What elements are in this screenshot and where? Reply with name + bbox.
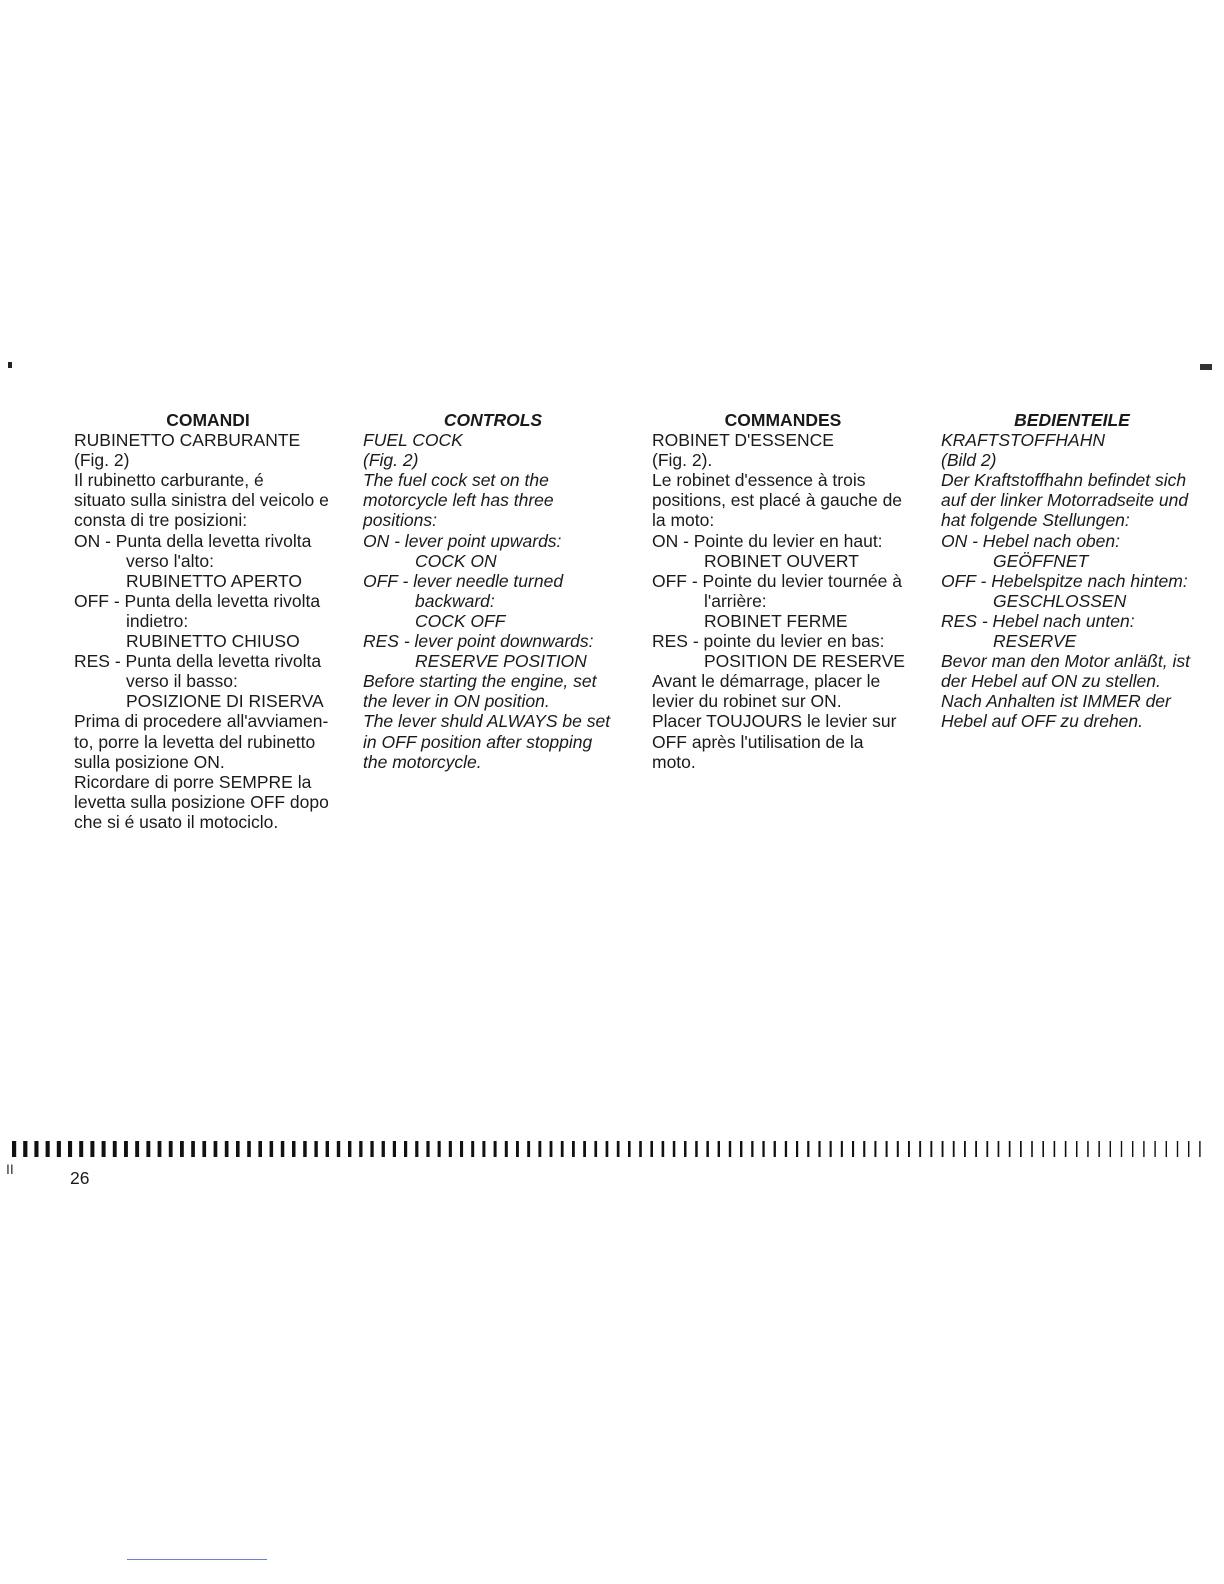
tick-mark xyxy=(471,1141,474,1157)
text-line: indietro: xyxy=(126,610,189,631)
tick-mark xyxy=(113,1141,117,1157)
text-line: Der Kraftstoffhahn befindet sich xyxy=(941,470,1187,491)
tick-mark xyxy=(975,1141,977,1157)
tick-mark xyxy=(695,1141,698,1157)
tick-mark xyxy=(919,1141,921,1157)
tick-mark xyxy=(1154,1141,1155,1157)
text-line: positions, est placé à gauche de xyxy=(652,490,903,511)
lines-french xyxy=(652,430,914,772)
tick-mark xyxy=(370,1141,373,1157)
text-line: the motorcycle. xyxy=(363,751,482,772)
column-french xyxy=(652,410,914,772)
text-line: RESERVE xyxy=(993,631,1077,652)
tick-mark xyxy=(1076,1141,1078,1157)
tick-mark xyxy=(1065,1141,1067,1157)
text-line: GEÖFFNET xyxy=(993,550,1089,571)
text-line: Before starting the engine, set xyxy=(363,671,597,692)
heading-english: CONTROLS xyxy=(443,410,543,430)
tick-mark xyxy=(785,1141,787,1157)
text-line: positions: xyxy=(363,510,437,531)
text-line: Le robinet d'essence à trois xyxy=(652,470,866,491)
text-line: ON - Hebel nach oben: xyxy=(941,530,1120,551)
tick-mark xyxy=(774,1141,776,1157)
text-line: the lever in ON position. xyxy=(363,691,550,712)
text-line: ON - Pointe du levier en haut: xyxy=(652,530,883,551)
tick-mark xyxy=(662,1141,665,1157)
text-line: motorcycle left has three xyxy=(363,490,554,511)
tick-ruler xyxy=(10,1141,1206,1157)
text-line: Ricordare di porre SEMPRE la xyxy=(74,771,312,792)
text-line: in OFF position after stopping xyxy=(363,731,593,752)
tick-mark xyxy=(1110,1141,1111,1157)
tick-mark xyxy=(460,1141,463,1157)
tick-mark xyxy=(146,1141,150,1157)
text-line: (Fig. 2). xyxy=(652,450,713,471)
page-number: 26 xyxy=(70,1168,90,1188)
text-line: Nach Anhalten ist IMMER der xyxy=(941,691,1171,712)
tick-mark xyxy=(908,1141,910,1157)
text-line: OFF - Hebelspitze nach hintem: xyxy=(941,570,1188,591)
tick-mark xyxy=(796,1141,798,1157)
tick-mark xyxy=(863,1141,865,1157)
tick-mark xyxy=(897,1141,899,1157)
tick-mark xyxy=(1054,1141,1056,1157)
tick-mark xyxy=(594,1141,597,1157)
tick-mark xyxy=(494,1141,497,1157)
tick-mark xyxy=(326,1141,329,1157)
tick-mark xyxy=(639,1141,642,1157)
tick-mark xyxy=(426,1141,429,1157)
tick-mark xyxy=(550,1141,553,1157)
text-line: situato sulla sinistra del veicolo e xyxy=(74,490,329,511)
tick-mark xyxy=(561,1141,564,1157)
tick-mark xyxy=(438,1141,441,1157)
scan-mark-left xyxy=(8,362,12,368)
text-line: Prima di procedere all'avviamen- xyxy=(74,711,329,732)
text-line: The fuel cock set on the xyxy=(363,470,549,491)
tick-mark xyxy=(1188,1141,1189,1157)
text-line: Bevor man den Motor anläßt, ist xyxy=(941,651,1190,672)
tick-mark xyxy=(718,1141,720,1157)
text-line: levier du robinet sur ON. xyxy=(652,691,842,712)
text-line: OFF - Punta della levetta rivolta xyxy=(74,590,321,611)
tick-mark xyxy=(650,1141,653,1157)
heading-german: BEDIENTEILE xyxy=(1014,410,1130,430)
text-line: OFF - Pointe du levier tournée à xyxy=(652,570,902,591)
tick-mark xyxy=(202,1141,206,1157)
text-line: (Fig. 2) xyxy=(363,450,419,471)
text-line: POSITION DE RESERVE xyxy=(704,651,905,672)
tick-mark xyxy=(818,1141,820,1157)
text-line: RUBINETTO CHIUSO xyxy=(126,631,300,652)
column-english xyxy=(363,410,623,772)
tick-mark xyxy=(169,1141,173,1157)
tick-mark xyxy=(158,1141,162,1157)
tick-mark xyxy=(606,1141,609,1157)
tick-mark xyxy=(841,1141,843,1157)
column-italian xyxy=(74,410,342,832)
scan-mark-right xyxy=(1200,364,1212,370)
tick-mark xyxy=(135,1141,139,1157)
heading-italian: COMANDI xyxy=(166,410,250,430)
text-line: ON - lever point upwards: xyxy=(363,530,562,551)
text-line: ROBINET FERME xyxy=(704,610,848,631)
tick-mark xyxy=(337,1141,340,1157)
text-line: KRAFTSTOFFHAHN xyxy=(941,430,1105,451)
text-line: hat folgende Stellungen: xyxy=(941,510,1130,531)
text-line: ON - Punta della levetta rivolta xyxy=(74,530,312,551)
tick-mark xyxy=(1132,1141,1133,1157)
text-line: consta di tre posizioni: xyxy=(74,510,248,531)
tick-mark xyxy=(751,1141,753,1157)
tick-mark xyxy=(102,1141,106,1157)
tick-mark xyxy=(684,1141,687,1157)
text-line: COCK OFF xyxy=(415,610,506,631)
tick-mark xyxy=(236,1141,240,1157)
lines-italian xyxy=(74,430,342,832)
tick-mark xyxy=(449,1141,452,1157)
text-line: Placer TOUJOURS le levier sur xyxy=(652,711,897,732)
tick-mark xyxy=(79,1141,83,1157)
tick-mark xyxy=(314,1141,317,1157)
tick-mark xyxy=(1009,1141,1011,1157)
tick-mark xyxy=(225,1141,229,1157)
footer-rule xyxy=(127,1559,267,1560)
text-line: Il rubinetto carburante, é xyxy=(74,470,264,491)
text-line: ROBINET D'ESSENCE xyxy=(652,430,834,451)
text-line: che si é usato il motociclo. xyxy=(74,811,279,832)
tick-mark xyxy=(706,1141,709,1157)
tick-mark xyxy=(516,1141,519,1157)
tick-mark xyxy=(673,1141,676,1157)
text-line: OFF après l'utilisation de la xyxy=(652,731,864,752)
tick-mark xyxy=(807,1141,809,1157)
tick-mark xyxy=(34,1141,38,1157)
tick-mark xyxy=(505,1141,508,1157)
tick-mark xyxy=(617,1141,620,1157)
tick-mark xyxy=(1098,1141,1100,1157)
tick-mark xyxy=(258,1141,262,1157)
tick-mark xyxy=(1177,1141,1178,1157)
tick-mark xyxy=(1199,1141,1200,1157)
corner-mark: II xyxy=(6,1161,14,1177)
tick-mark xyxy=(303,1141,307,1157)
tick-mark xyxy=(874,1141,876,1157)
tick-mark xyxy=(930,1141,932,1157)
tick-mark xyxy=(292,1141,296,1157)
tick-mark xyxy=(68,1141,72,1157)
tick-mark xyxy=(1143,1141,1144,1157)
tick-mark xyxy=(415,1141,418,1157)
tick-mark xyxy=(393,1141,396,1157)
tick-mark xyxy=(12,1141,16,1157)
tick-mark xyxy=(382,1141,385,1157)
tick-mark xyxy=(953,1141,955,1157)
tick-mark xyxy=(23,1141,27,1157)
heading-french: COMMANDES xyxy=(724,410,842,430)
tick-mark xyxy=(572,1141,575,1157)
text-line: RESERVE POSITION xyxy=(415,651,587,672)
tick-mark xyxy=(538,1141,541,1157)
tick-mark xyxy=(986,1141,988,1157)
text-line: RES - lever point downwards: xyxy=(363,631,594,652)
text-line: auf der linker Motorradseite und xyxy=(941,490,1189,511)
text-line: RES - Hebel nach unten: xyxy=(941,610,1135,631)
text-line: verso l'alto: xyxy=(126,550,214,571)
text-line: ROBINET OUVERT xyxy=(704,550,859,571)
lines-german xyxy=(941,430,1203,731)
text-line: RUBINETTO APERTO xyxy=(126,570,303,591)
tick-mark xyxy=(247,1141,251,1157)
text-line: la moto: xyxy=(652,510,715,531)
text-line: der Hebel auf ON zu stellen. xyxy=(941,671,1161,692)
text-line: COCK ON xyxy=(415,550,497,571)
tick-mark xyxy=(583,1141,586,1157)
column-german xyxy=(941,410,1203,732)
tick-mark xyxy=(886,1141,888,1157)
tick-mark xyxy=(46,1141,50,1157)
tick-mark xyxy=(180,1141,184,1157)
text-line: levetta sulla posizione OFF dopo xyxy=(74,791,329,812)
text-line: backward: xyxy=(415,590,495,611)
tick-mark xyxy=(482,1141,485,1157)
text-line: Avant le démarrage, placer le xyxy=(652,671,881,692)
text-line: sulla posizione ON. xyxy=(74,751,225,772)
tick-mark xyxy=(214,1141,218,1157)
text-line: RES - Punta della levetta rivolta xyxy=(74,651,322,672)
text-line: moto. xyxy=(652,751,696,772)
tick-mark xyxy=(57,1141,61,1157)
tick-mark xyxy=(964,1141,966,1157)
text-line: GESCHLOSSEN xyxy=(993,590,1127,611)
text-line: The lever shuld ALWAYS be set xyxy=(363,711,611,732)
tick-mark xyxy=(404,1141,407,1157)
tick-mark xyxy=(1166,1141,1167,1157)
lines-english xyxy=(363,430,623,772)
tick-mark xyxy=(191,1141,195,1157)
text-line: (Fig. 2) xyxy=(74,450,130,471)
text-line: verso il basso: xyxy=(126,671,238,692)
tick-mark xyxy=(1042,1141,1044,1157)
tick-mark xyxy=(1031,1141,1033,1157)
text-line: (Bild 2) xyxy=(941,450,997,471)
text-line: RES - pointe du levier en bas: xyxy=(652,631,885,652)
tick-ruler-svg xyxy=(10,1141,1206,1157)
tick-mark xyxy=(852,1141,854,1157)
text-line: l'arrière: xyxy=(704,590,767,611)
tick-mark xyxy=(762,1141,764,1157)
tick-mark xyxy=(830,1141,832,1157)
tick-mark xyxy=(1020,1141,1022,1157)
tick-mark xyxy=(1121,1141,1122,1157)
tick-mark xyxy=(90,1141,94,1157)
tick-mark xyxy=(729,1141,731,1157)
text-line: to, porre la levetta del rubinetto xyxy=(74,731,316,752)
tick-mark xyxy=(942,1141,944,1157)
text-line: POSIZIONE DI RISERVA xyxy=(126,691,324,712)
tick-mark xyxy=(281,1141,285,1157)
text-line: OFF - lever needle turned xyxy=(363,570,564,591)
tick-mark xyxy=(998,1141,1000,1157)
tick-mark xyxy=(628,1141,631,1157)
text-line: RUBINETTO CARBURANTE xyxy=(74,430,301,451)
text-line: FUEL COCK xyxy=(363,430,463,451)
text-line: Hebel auf OFF zu drehen. xyxy=(941,711,1144,732)
tick-mark xyxy=(270,1141,274,1157)
tick-mark xyxy=(1087,1141,1089,1157)
tick-mark xyxy=(740,1141,742,1157)
tick-mark xyxy=(348,1141,351,1157)
tick-mark xyxy=(359,1141,362,1157)
tick-mark xyxy=(527,1141,530,1157)
tick-mark xyxy=(124,1141,128,1157)
